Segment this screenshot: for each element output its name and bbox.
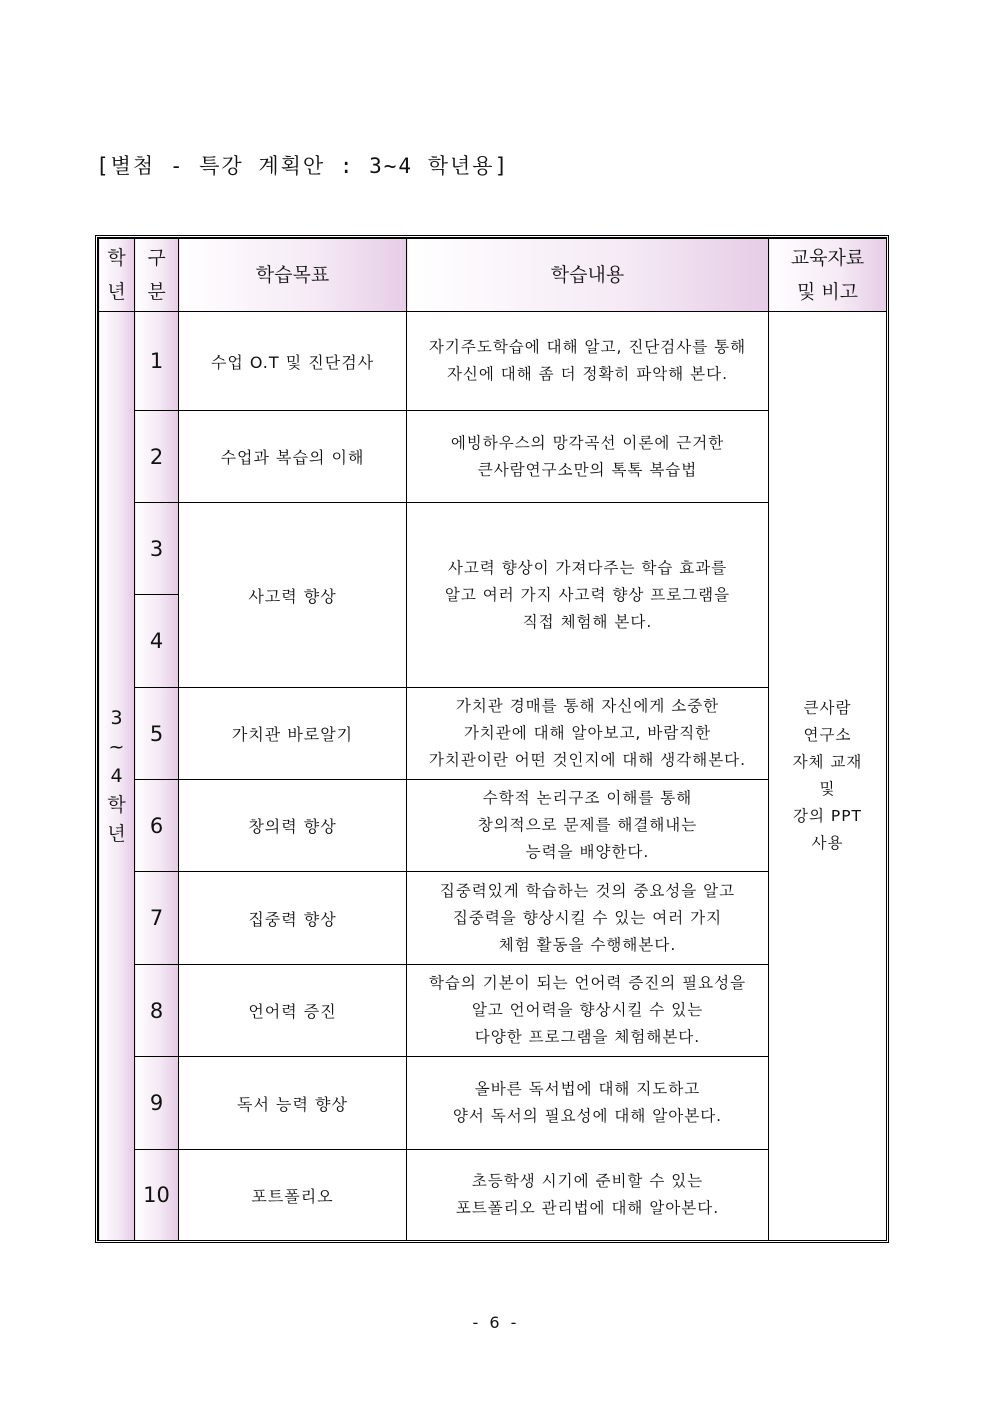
resource-line: 강의 PPT — [792, 807, 863, 825]
header-grade-line1: 학 — [107, 247, 126, 269]
row-number: 1 — [135, 312, 179, 411]
header-grade-line2: 년 — [107, 281, 126, 303]
row-number: 3 — [135, 503, 179, 595]
row-goal: 포트폴리오 — [179, 1150, 407, 1241]
row-content — [407, 503, 769, 688]
page-number: - 6 - — [472, 1313, 520, 1332]
table-row — [99, 411, 887, 503]
content-line: 알고 언어력을 향상시킬 수 있는 — [471, 1001, 704, 1019]
content-line: 직접 체험해 본다. — [522, 612, 653, 631]
content-line: 집중력을 향상시킬 수 있는 여러 가지 — [452, 908, 723, 927]
table-row — [99, 688, 887, 780]
resource-cell — [769, 312, 887, 1241]
row-goal: 언어력 증진 — [179, 965, 407, 1057]
table-row — [99, 1057, 887, 1150]
resource-line: 연구소 — [803, 726, 852, 744]
content-line: 알고 여러 가지 사고력 향상 프로그램을 — [444, 585, 731, 604]
header-section-line2: 분 — [147, 281, 166, 303]
lesson-plan-table — [98, 238, 887, 1241]
row-number: 4 — [135, 595, 179, 688]
content-line: 큰사람연구소만의 톡톡 복습법 — [477, 460, 698, 479]
table-row — [99, 780, 887, 872]
resource-line: 큰사람 — [803, 699, 852, 717]
row-content — [407, 411, 769, 503]
row-content — [407, 312, 769, 411]
row-goal: 독서 능력 향상 — [179, 1057, 407, 1150]
header-section — [135, 239, 179, 312]
content-line: 수학적 논리구조 이해를 통해 — [482, 789, 693, 807]
row-number: 9 — [135, 1057, 179, 1150]
grade-char: 3 — [110, 706, 123, 729]
header-resource-line2: 및 비고 — [796, 281, 859, 303]
content-line: 창의적으로 문제를 해결해내는 — [477, 816, 698, 834]
table-row — [99, 312, 887, 411]
resource-line: 사용 — [811, 834, 844, 852]
row-number: 8 — [135, 965, 179, 1057]
header-content: 학습내용 — [407, 239, 769, 312]
content-line: 사고력 향상이 가져다주는 학습 효과를 — [447, 558, 728, 577]
lesson-plan-table-wrapper — [95, 235, 889, 1243]
content-line: 초등학생 시기에 준비할 수 있는 — [471, 1172, 704, 1190]
row-goal: 가치관 바로알기 — [179, 688, 407, 780]
grade-char: 4 — [110, 764, 123, 787]
row-goal: 창의력 향상 — [179, 780, 407, 872]
content-line: 능력을 배양한다. — [525, 843, 650, 861]
header-resource — [769, 239, 887, 312]
row-content — [407, 780, 769, 872]
resource-line: 및 — [819, 780, 836, 798]
row-goal: 집중력 향상 — [179, 872, 407, 965]
grade-char: 년 — [107, 822, 126, 845]
content-line: 양서 독서의 필요성에 대해 알아본다. — [452, 1107, 723, 1125]
table-row — [99, 872, 887, 965]
resource-line: 자체 교재 — [792, 753, 863, 771]
content-line: 에빙하우스의 망각곡선 이론에 근거한 — [450, 433, 725, 452]
row-number: 7 — [135, 872, 179, 965]
row-content — [407, 1057, 769, 1150]
header-row — [99, 239, 887, 312]
content-line: 체험 활동을 수행해본다. — [498, 935, 677, 954]
content-line: 자기주도학습에 대해 알고, 진단검사를 통해 — [428, 338, 747, 356]
row-goal: 사고력 향상 — [179, 503, 407, 688]
content-line: 자신에 대해 좀 더 정확히 파악해 본다. — [446, 365, 729, 383]
row-number: 5 — [135, 688, 179, 780]
content-line: 가치관에 대해 알아보고, 바람직한 — [463, 724, 712, 742]
grade-cell — [99, 312, 135, 1241]
row-content — [407, 688, 769, 780]
grade-char: ~ — [108, 735, 125, 758]
grade-char: 학 — [107, 793, 126, 816]
row-content — [407, 965, 769, 1057]
content-line: 다양한 프로그램을 체험해본다. — [474, 1028, 701, 1046]
table-row — [99, 965, 887, 1057]
content-line: 학습의 기본이 되는 언어력 증진의 필요성을 — [428, 974, 747, 992]
table-row — [99, 1150, 887, 1241]
header-goal: 학습목표 — [179, 239, 407, 312]
header-resource-line1: 교육자료 — [790, 247, 865, 269]
row-number: 2 — [135, 411, 179, 503]
table-row — [99, 503, 887, 595]
row-number: 6 — [135, 780, 179, 872]
header-grade — [99, 239, 135, 312]
row-number: 10 — [135, 1150, 179, 1241]
row-goal: 수업 O.T 및 진단검사 — [179, 312, 407, 411]
row-content — [407, 1150, 769, 1241]
content-line: 가치관 경매를 통해 자신에게 소중한 — [455, 697, 720, 715]
content-line: 포트폴리오 관리법에 대해 알아본다. — [455, 1199, 720, 1217]
content-line: 가치관이란 어떤 것인지에 대해 생각해본다. — [428, 751, 747, 769]
header-section-line1: 구 — [147, 247, 166, 269]
content-line: 올바른 독서법에 대해 지도하고 — [474, 1080, 701, 1098]
row-content — [407, 872, 769, 965]
content-line: 집중력있게 학습하는 것의 중요성을 알고 — [439, 881, 736, 900]
row-goal: 수업과 복습의 이해 — [179, 411, 407, 503]
document-title: [별첨 - 특강 계획안 : 3~4 학년용] — [96, 154, 510, 178]
